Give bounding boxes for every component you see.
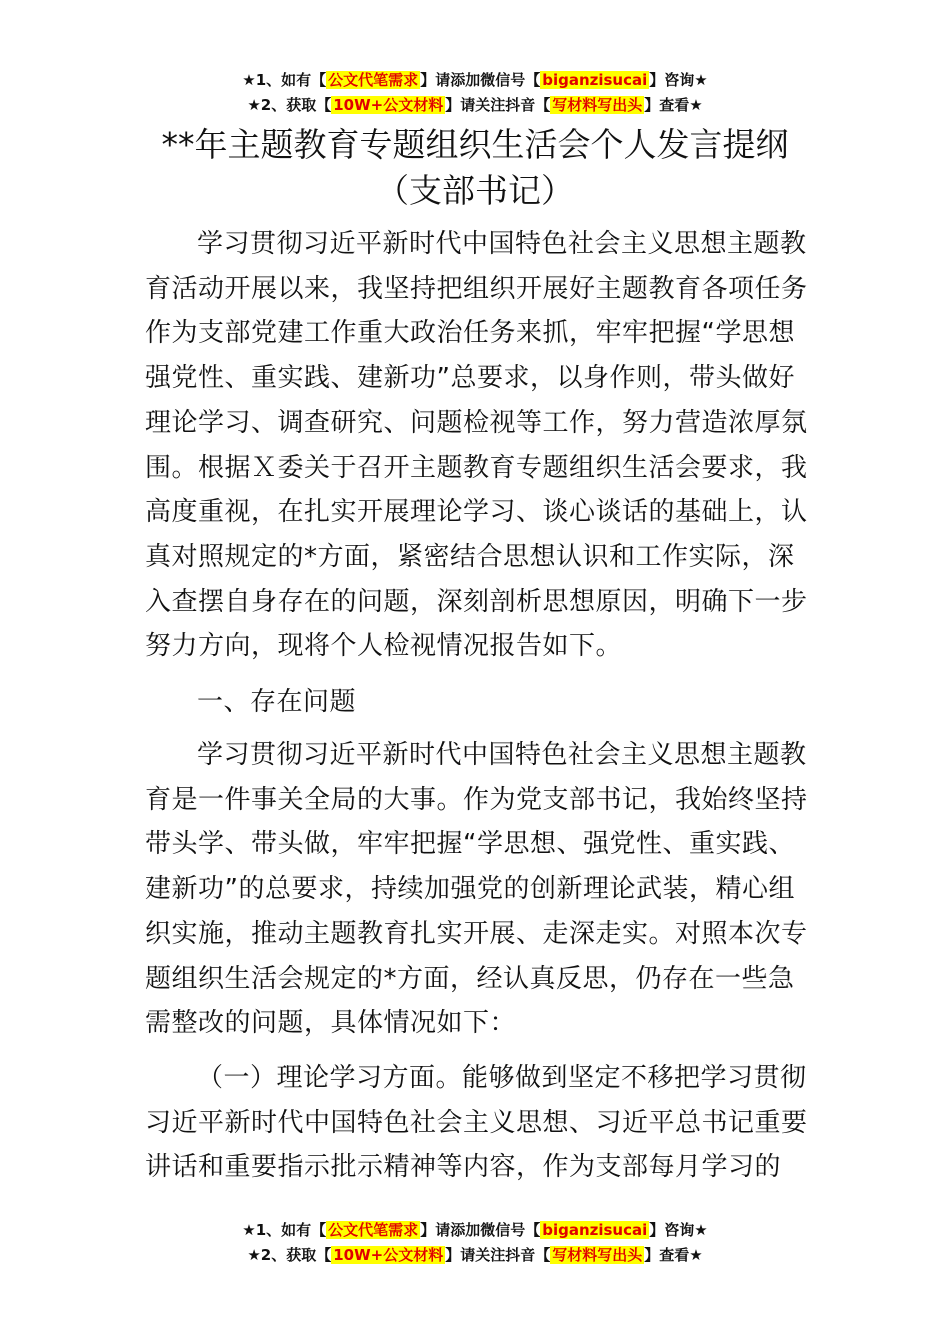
paragraph-theory-study: [145, 1056, 810, 1190]
highlight-douyin-account: 写材料写出头: [552, 96, 643, 114]
promo-line-wechat: ★1、如有【 公文代笔需求 】请添加微信号【 biganzisucai 】咨询★: [242, 71, 708, 89]
promo-banner-bottom: [0, 1218, 950, 1268]
paragraph-intro: [145, 222, 810, 669]
title-line-sub: （支部书记）: [376, 171, 574, 210]
promo-line-wechat: ★1、如有【 公文代笔需求 】请添加微信号【 biganzisucai 】咨询★: [242, 1221, 708, 1239]
highlight-wechat-id: biganzisucai: [542, 71, 648, 89]
paragraph-problems-overview: [145, 733, 810, 1046]
highlight-materials: 10W+公文材料: [333, 1246, 444, 1264]
promo-line-douyin: ★2、获取【 10W+公文材料 】请关注抖音【 写材料写出头 】查看★: [247, 1246, 703, 1264]
paragraph-text: （一）理论学习方面。能够做到坚定不移把学习贯彻习近平新时代中国特色社会主义思想、习近平总书记重要讲话和重要指示批示精神等内容，作为支部每月学习的: [145, 1063, 808, 1183]
document-title: [0, 122, 950, 214]
title-line-main: **年主题教育专题组织生活会个人发言提纲: [161, 125, 789, 164]
heading-text: 一、存在问题: [197, 687, 357, 717]
highlight-service: 公文代笔需求: [328, 71, 419, 89]
section-heading-problems: [145, 680, 810, 725]
promo-banner-top: [0, 68, 950, 118]
paragraph-text: 学习贯彻习近平新时代中国特色社会主义思想主题教育是一件事关全局的大事。作为党支部书记，我始终坚持带头学、带头做，牢牢把握“学思想、强党性、重实践、建新功”的总要求，持续加强党的创新理论武装，精心组织实施，推动主题教育扎实开展、走深走实。对照本次专题组织生活会规定的*方面，经认真反思，仍存在一些急需整改的问题，具体情况如下：: [145, 740, 808, 1039]
highlight-wechat-id: biganzisucai: [542, 1221, 648, 1239]
highlight-douyin-account: 写材料写出头: [552, 1246, 643, 1264]
promo-line-douyin: ★2、获取【 10W+公文材料 】请关注抖音【 写材料写出头 】查看★: [247, 96, 703, 114]
highlight-service: 公文代笔需求: [328, 1221, 419, 1239]
paragraph-text: 学习贯彻习近平新时代中国特色社会主义思想主题教育活动开展以来，我坚持把组织开展好主题教育各项任务作为支部党建工作重大政治任务来抓，牢牢把握“学思想强党性、重实践、建新功”总要求，以身作则，带头做好理论学习、调查研究、问题检视等工作，努力营造浓厚氛围。根据Ｘ委关于召开主题教育专题组织生活会要求，我高度重视，在扎实开展理论学习、谈心谈话的基础上，认真对照规定的*方面，紧密结合思想认识和工作实际，深入查摆自身存在的问题，深刻剖析思想原因，明确下一步努力方向，现将个人检视情况报告如下。: [145, 229, 808, 662]
highlight-materials: 10W+公文材料: [333, 96, 444, 114]
